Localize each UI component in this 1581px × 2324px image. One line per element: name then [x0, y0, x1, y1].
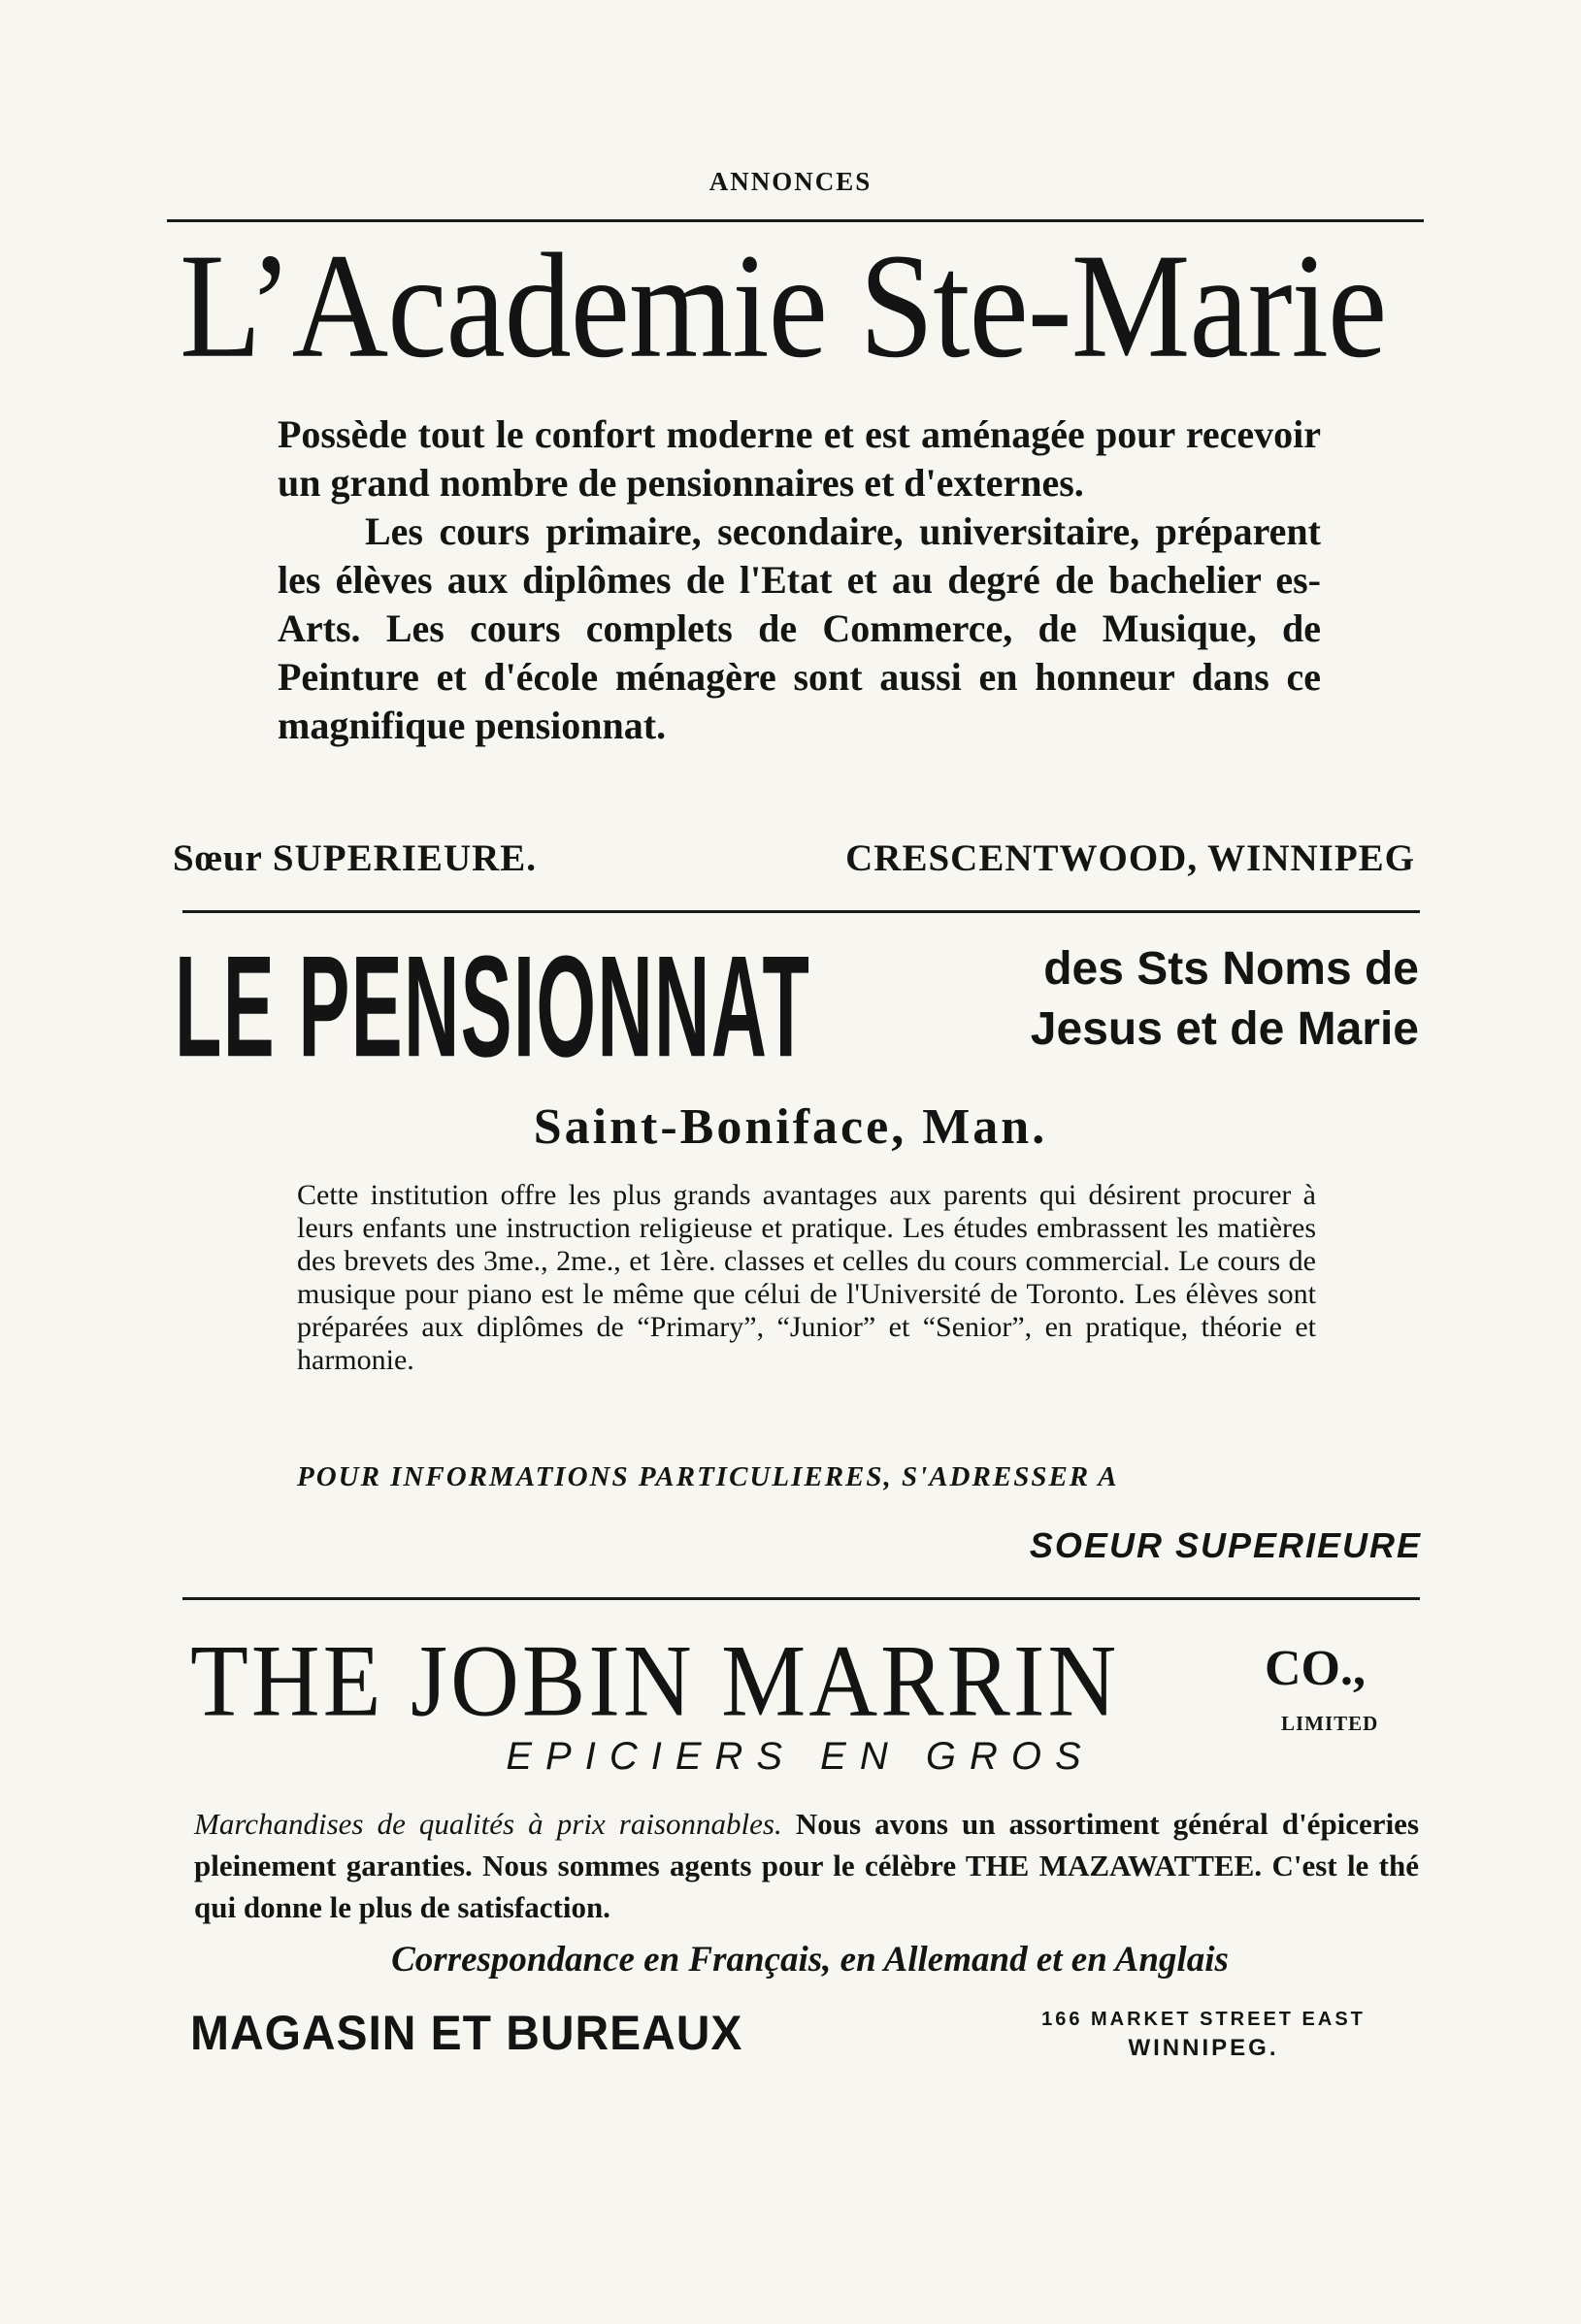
pensionnat-place: Saint-Boniface, Man. — [533, 1099, 1048, 1155]
academie-signature-left: Sœur SUPERIEURE. — [173, 837, 538, 879]
pensionnat-contact: SOEUR SUPERIEURE — [1029, 1525, 1422, 1565]
jobin-body-rest: Nous avons un assortiment général d'épiceries pleinement garanties. Nous sommes agents pour le célèbre THE MAZAWATTEE. C'est le thé qui donne le plus de satisfaction. — [194, 1807, 1420, 1924]
pensionnat-side-line-1: des Sts Noms de — [1043, 943, 1419, 995]
jobin-body — [194, 1803, 1419, 1928]
academie-title: L’Academie Ste-Marie — [180, 222, 1387, 389]
jobin-limited: LIMITED — [1281, 1712, 1379, 1735]
pensionnat-info: POUR INFORMATIONS PARTICULIERES, S'ADRESSER A — [297, 1461, 1119, 1492]
pensionnat-side-line-2: Jesus et de Marie — [1030, 1003, 1419, 1055]
jobin-co: CO., — [1265, 1641, 1366, 1696]
jobin-address-line-2: WINNIPEG. — [1128, 2035, 1279, 2061]
jobin-correspondance: Correspondance en Français, en Allemand et en Anglais — [391, 1940, 1229, 1980]
pensionnat-title: LE PENSIONNAT — [175, 926, 811, 1088]
academie-paragraph-2: Les cours primaire, secondaire, universitaire, préparent les élèves aux diplômes de l'Etat et au degré de bachelier es-Arts. Les cours complets de Commerce, de Musique, de Peinture et d'école ménagère sont aussi en honneur dans ce magnifique pensionnat. — [278, 509, 1321, 747]
academie-signature — [173, 836, 1415, 880]
academie-body — [278, 410, 1321, 750]
jobin-address — [980, 2009, 1427, 2062]
academie-signature-right: CRESCENTWOOD, WINNIPEG — [845, 837, 1415, 879]
pensionnat-side-text — [971, 939, 1419, 1060]
divider-1 — [182, 910, 1420, 913]
jobin-address-line-1: 166 MARKET STREET EAST — [1041, 2009, 1366, 2030]
jobin-body-italic: Marchandises de qualités à prix raisonnables. — [194, 1807, 782, 1841]
jobin-shop: MAGASIN ET BUREAUX — [190, 2006, 743, 2060]
page-header: ANNONCES — [708, 167, 873, 196]
academie-paragraph-1: Possède tout le confort moderne et est aménagée pour recevoir un grand nombre de pensionnaires et d'externes. — [278, 412, 1321, 505]
divider-2 — [182, 1597, 1420, 1600]
pensionnat-body: Cette institution offre les plus grands avantages aux parents qui désirent procurer à leurs enfants une instruction religieuse et pratique. Les études embrassent les matières des brevets des 3me., 2me., et 1ère. classes et celles du cours commercial. Le cours de musique pour piano est le même que célui de l'Université de Toronto. Les élèves sont préparées aux diplômes de “Primary”, “Junior” et “Senior”, en pratique, théorie et harmonie. — [297, 1179, 1316, 1376]
jobin-title: THE JOBIN MARRIN — [190, 1624, 1120, 1739]
jobin-subtitle: EPICIERS EN GROS — [506, 1735, 1095, 1778]
